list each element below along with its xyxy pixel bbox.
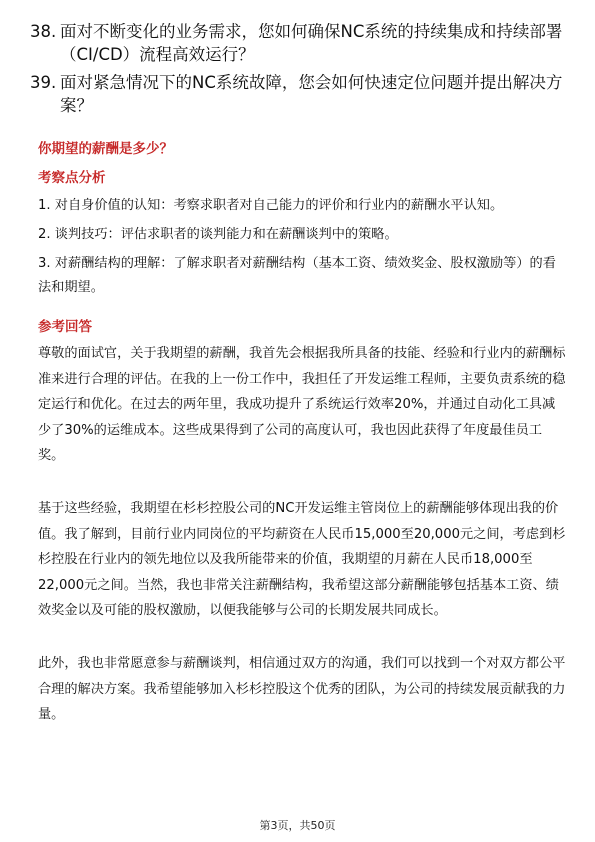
answer-section	[38, 317, 568, 728]
question-item	[30, 71, 570, 117]
analysis-item: 1. 对自身价值的认知：考察求职者对自己能力的评价和行业内的薪酬水平认知。	[38, 198, 504, 213]
answer-heading: 参考回答	[38, 319, 92, 335]
analysis-item: 3. 对薪酬结构的理解：了解求职者对薪酬结构（基本工资、绩效奖金、股权激励等）的看法和期望。	[38, 256, 556, 295]
question-item	[30, 20, 570, 66]
question-title: 你期望的薪酬是多少？	[38, 141, 173, 157]
answer-paragraph: 尊敬的面试官，关于我期望的薪酬，我首先会根据我所具备的技能、经验和行业内的薪酬标准来进行合理的评估。在我的上一份工作中，我担任了开发运维工程师，主要负责系统的稳定运行和优化。在过去的两年里，我成功提升了系统运行效率20%，并通过自动化工具减少了30%的运维成本。这些成果得到了公司的高度认可，我也因此获得了年度最佳员工奖。	[38, 346, 566, 464]
question-number: 39.	[30, 73, 57, 92]
question-text: 面对紧急情况下的NC系统故障，您会如何快速定位问题并提出解决方案？	[60, 73, 563, 115]
question-text: 面对不断变化的业务需求，您如何确保NC系统的持续集成和持续部署（CI/CD）流程高效运行？	[60, 22, 563, 64]
answer-paragraph: 基于这些经验，我期望在杉杉控股公司的NC开发运维主管岗位上的薪酬能够体现出我的价值。我了解到，目前行业内同岗位的平均薪资在人民币15,000至20,000元之间，考虑到杉杉控股在行业内的领先地位以及我所能带来的价值，我期望的月薪在人民币18,000至22,000元之间。当然，我也非常关注薪酬结构，我希望这部分薪酬能够包括基本工资、绩效奖金以及可能的股权激励，以便我能够与公司的长期发展共同成长。	[38, 500, 566, 619]
analysis-item: 2. 谈判技巧：评估求职者的谈判能力和在薪酬谈判中的策略。	[38, 227, 398, 242]
analysis-heading: 考察点分析	[38, 170, 106, 186]
analysis-section	[38, 168, 568, 305]
page-number: 第3页，共50页	[259, 819, 336, 832]
question-list	[30, 20, 570, 122]
page-footer	[0, 817, 595, 833]
question-number: 38.	[30, 22, 57, 41]
answer-paragraph: 此外，我也非常愿意参与薪酬谈判，相信通过双方的沟通，我们可以找到一个对双方都公平合理的解决方案。我希望能够加入杉杉控股这个优秀的团队，为公司的持续发展贡献我的力量。	[38, 655, 566, 723]
question-title-section	[38, 139, 568, 159]
